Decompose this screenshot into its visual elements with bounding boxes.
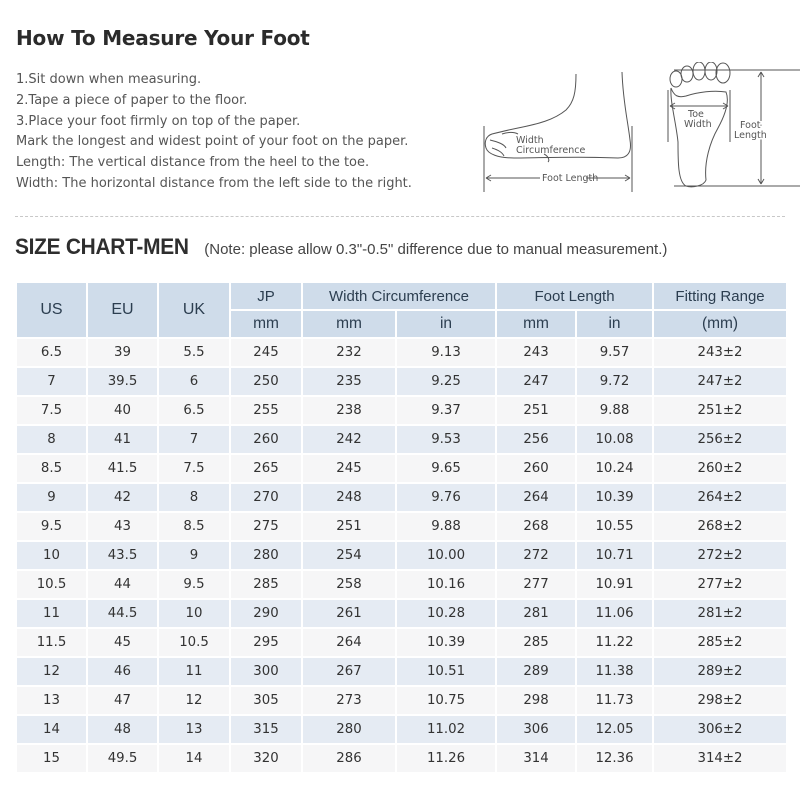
cell-width-circ-in: 10.16: [396, 570, 496, 599]
cell-foot-length-mm: 272: [496, 541, 576, 570]
table-row: [16, 715, 787, 744]
cell-us: 8: [16, 425, 87, 454]
cell-width-circ-in: 9.53: [396, 425, 496, 454]
cell-jp-mm: 260: [230, 425, 302, 454]
cell-foot-length-in: 9.88: [576, 396, 653, 425]
cell-jp-mm: 250: [230, 367, 302, 396]
cell-foot-length-in: 9.72: [576, 367, 653, 396]
cell-jp-mm: 285: [230, 570, 302, 599]
table-row: [16, 425, 787, 454]
header-fl-mm: mm: [496, 310, 576, 338]
cell-foot-length-mm: 306: [496, 715, 576, 744]
cell-foot-length-in: 10.39: [576, 483, 653, 512]
cell-eu: 41.5: [87, 454, 158, 483]
cell-us: 12: [16, 657, 87, 686]
cell-eu: 40: [87, 396, 158, 425]
cell-foot-length-mm: 298: [496, 686, 576, 715]
header-fitting-range: Fitting Range: [653, 282, 787, 310]
cell-width-circ-in: 9.65: [396, 454, 496, 483]
cell-width-circ-mm: 267: [302, 657, 396, 686]
cell-foot-length-in: 10.08: [576, 425, 653, 454]
cell-eu: 43: [87, 512, 158, 541]
cell-width-circ-in: 9.76: [396, 483, 496, 512]
cell-eu: 42: [87, 483, 158, 512]
cell-width-circ-in: 9.25: [396, 367, 496, 396]
width-circumference-label-1: Width: [516, 135, 544, 146]
cell-jp-mm: 290: [230, 599, 302, 628]
cell-width-circ-mm: 258: [302, 570, 396, 599]
table-row: [16, 454, 787, 483]
cell-width-circ-mm: 245: [302, 454, 396, 483]
header-uk: UK: [158, 282, 230, 338]
foot-diagram: [478, 62, 800, 200]
instruction-length: Length: The vertical distance from the heel to the toe.: [16, 155, 370, 171]
cell-foot-length-mm: 281: [496, 599, 576, 628]
cell-foot-length-mm: 289: [496, 657, 576, 686]
header-us: US: [16, 282, 87, 338]
instruction-step-1: 1.Sit down when measuring.: [16, 72, 202, 87]
instruction-width: Width: The horizontal distance from the left side to the right.: [16, 175, 412, 191]
cell-us: 10: [16, 541, 87, 570]
cell-eu: 39.5: [87, 367, 158, 396]
cell-jp-mm: 280: [230, 541, 302, 570]
cell-foot-length-mm: 268: [496, 512, 576, 541]
cell-jp-mm: 300: [230, 657, 302, 686]
cell-foot-length-mm: 314: [496, 744, 576, 773]
table-body: [16, 338, 787, 773]
size-chart-note: (Note: please allow 0.3"-0.5" difference due to manual measurement.): [204, 241, 668, 258]
cell-eu: 49.5: [87, 744, 158, 773]
measure-title: How To Measure Your Foot: [16, 26, 310, 50]
table-row: [16, 541, 787, 570]
cell-uk: 10.5: [158, 628, 230, 657]
cell-fitting-range: 247±2: [653, 367, 787, 396]
cell-width-circ-mm: 286: [302, 744, 396, 773]
cell-foot-length-mm: 260: [496, 454, 576, 483]
cell-foot-length-in: 12.05: [576, 715, 653, 744]
cell-fitting-range: 306±2: [653, 715, 787, 744]
cell-jp-mm: 255: [230, 396, 302, 425]
cell-us: 9: [16, 483, 87, 512]
cell-width-circ-in: 10.28: [396, 599, 496, 628]
cell-foot-length-mm: 264: [496, 483, 576, 512]
instruction-mark: Mark the longest and widest point of your foot on the paper.: [16, 134, 409, 150]
cell-eu: 48: [87, 715, 158, 744]
foot-illustration-icon: [478, 62, 800, 200]
cell-width-circ-mm: 280: [302, 715, 396, 744]
cell-eu: 44.5: [87, 599, 158, 628]
table-row: [16, 628, 787, 657]
cell-width-circ-in: 9.13: [396, 338, 496, 367]
cell-us: 7.5: [16, 396, 87, 425]
cell-width-circ-in: 9.88: [396, 512, 496, 541]
cell-eu: 43.5: [87, 541, 158, 570]
cell-width-circ-in: 11.02: [396, 715, 496, 744]
header-fitting-unit: (mm): [653, 310, 787, 338]
cell-uk: 14: [158, 744, 230, 773]
cell-width-circ-mm: 242: [302, 425, 396, 454]
cell-eu: 45: [87, 628, 158, 657]
cell-eu: 39: [87, 338, 158, 367]
cell-us: 11: [16, 599, 87, 628]
table-row: [16, 396, 787, 425]
cell-foot-length-mm: 277: [496, 570, 576, 599]
cell-eu: 47: [87, 686, 158, 715]
cell-width-circ-mm: 264: [302, 628, 396, 657]
table-row: [16, 338, 787, 367]
cell-foot-length-in: 10.24: [576, 454, 653, 483]
width-circumference-label-2: Circumference: [516, 145, 586, 156]
cell-us: 14: [16, 715, 87, 744]
header-wc-in: in: [396, 310, 496, 338]
table-row: [16, 657, 787, 686]
cell-fitting-range: 289±2: [653, 657, 787, 686]
toe-width-label-2: Width: [684, 119, 712, 130]
cell-width-circ-in: 11.26: [396, 744, 496, 773]
header-jp-unit: mm: [230, 310, 302, 338]
cell-width-circ-mm: 235: [302, 367, 396, 396]
cell-uk: 13: [158, 715, 230, 744]
table-row: [16, 686, 787, 715]
table-row: [16, 512, 787, 541]
cell-width-circ-in: 10.00: [396, 541, 496, 570]
cell-fitting-range: 272±2: [653, 541, 787, 570]
cell-uk: 9.5: [158, 570, 230, 599]
size-chart-table: [15, 281, 788, 774]
cell-fitting-range: 251±2: [653, 396, 787, 425]
cell-uk: 10: [158, 599, 230, 628]
cell-jp-mm: 270: [230, 483, 302, 512]
table-row: [16, 570, 787, 599]
header-wc-mm: mm: [302, 310, 396, 338]
header-jp: JP: [230, 282, 302, 310]
table-row: [16, 599, 787, 628]
cell-width-circ-mm: 261: [302, 599, 396, 628]
cell-foot-length-mm: 243: [496, 338, 576, 367]
cell-uk: 6.5: [158, 396, 230, 425]
instruction-step-3: 3.Place your foot firmly on top of the paper.: [16, 113, 301, 129]
cell-foot-length-in: 11.38: [576, 657, 653, 686]
cell-us: 8.5: [16, 454, 87, 483]
cell-width-circ-mm: 232: [302, 338, 396, 367]
cell-fitting-range: 298±2: [653, 686, 787, 715]
cell-fitting-range: 264±2: [653, 483, 787, 512]
cell-us: 9.5: [16, 512, 87, 541]
cell-fitting-range: 314±2: [653, 744, 787, 773]
cell-fitting-range: 281±2: [653, 599, 787, 628]
cell-jp-mm: 315: [230, 715, 302, 744]
cell-uk: 7.5: [158, 454, 230, 483]
cell-width-circ-mm: 248: [302, 483, 396, 512]
cell-uk: 6: [158, 367, 230, 396]
cell-foot-length-mm: 251: [496, 396, 576, 425]
cell-jp-mm: 305: [230, 686, 302, 715]
table-row: [16, 744, 787, 773]
cell-fitting-range: 268±2: [653, 512, 787, 541]
cell-us: 11.5: [16, 628, 87, 657]
side-foot-length-label: Foot Length: [542, 173, 599, 184]
cell-foot-length-in: 11.22: [576, 628, 653, 657]
cell-foot-length-in: 11.73: [576, 686, 653, 715]
cell-fitting-range: 277±2: [653, 570, 787, 599]
cell-uk: 12: [158, 686, 230, 715]
top-foot-length-label-2: Length: [734, 130, 767, 141]
header-eu: EU: [87, 282, 158, 338]
instruction-step-2: 2.Tape a piece of paper to the floor.: [16, 92, 248, 108]
size-chart-title: SIZE CHART-MEN: [15, 234, 189, 259]
cell-fitting-range: 243±2: [653, 338, 787, 367]
cell-foot-length-mm: 247: [496, 367, 576, 396]
cell-uk: 9: [158, 541, 230, 570]
cell-uk: 8: [158, 483, 230, 512]
cell-fitting-range: 256±2: [653, 425, 787, 454]
cell-us: 6.5: [16, 338, 87, 367]
toe-width-label-1: Toe: [688, 109, 704, 120]
cell-eu: 41: [87, 425, 158, 454]
header-fl-in: in: [576, 310, 653, 338]
cell-width-circ-in: 10.39: [396, 628, 496, 657]
cell-us: 13: [16, 686, 87, 715]
cell-width-circ-in: 9.37: [396, 396, 496, 425]
measure-instructions: [16, 70, 466, 195]
section-divider: [15, 216, 785, 217]
cell-width-circ-mm: 273: [302, 686, 396, 715]
cell-jp-mm: 275: [230, 512, 302, 541]
top-foot-length-label-1: Foot: [740, 120, 761, 131]
table-row: [16, 367, 787, 396]
cell-jp-mm: 295: [230, 628, 302, 657]
table-header-row-1: [16, 282, 787, 310]
cell-eu: 44: [87, 570, 158, 599]
cell-jp-mm: 320: [230, 744, 302, 773]
cell-foot-length-in: 10.91: [576, 570, 653, 599]
cell-foot-length-in: 10.55: [576, 512, 653, 541]
cell-foot-length-in: 11.06: [576, 599, 653, 628]
header-foot-length: Foot Length: [496, 282, 653, 310]
cell-uk: 5.5: [158, 338, 230, 367]
cell-eu: 46: [87, 657, 158, 686]
cell-us: 15: [16, 744, 87, 773]
cell-foot-length-in: 10.71: [576, 541, 653, 570]
cell-uk: 8.5: [158, 512, 230, 541]
cell-jp-mm: 245: [230, 338, 302, 367]
size-chart-heading: [15, 234, 667, 260]
cell-fitting-range: 285±2: [653, 628, 787, 657]
cell-jp-mm: 265: [230, 454, 302, 483]
cell-width-circ-mm: 251: [302, 512, 396, 541]
cell-width-circ-mm: 238: [302, 396, 396, 425]
cell-width-circ-in: 10.75: [396, 686, 496, 715]
cell-fitting-range: 260±2: [653, 454, 787, 483]
cell-us: 10.5: [16, 570, 87, 599]
cell-uk: 7: [158, 425, 230, 454]
cell-uk: 11: [158, 657, 230, 686]
cell-foot-length-in: 12.36: [576, 744, 653, 773]
table-row: [16, 483, 787, 512]
cell-foot-length-mm: 285: [496, 628, 576, 657]
cell-width-circ-in: 10.51: [396, 657, 496, 686]
cell-width-circ-mm: 254: [302, 541, 396, 570]
cell-foot-length-in: 9.57: [576, 338, 653, 367]
cell-us: 7: [16, 367, 87, 396]
header-width-circumference: Width Circumference: [302, 282, 496, 310]
cell-foot-length-mm: 256: [496, 425, 576, 454]
